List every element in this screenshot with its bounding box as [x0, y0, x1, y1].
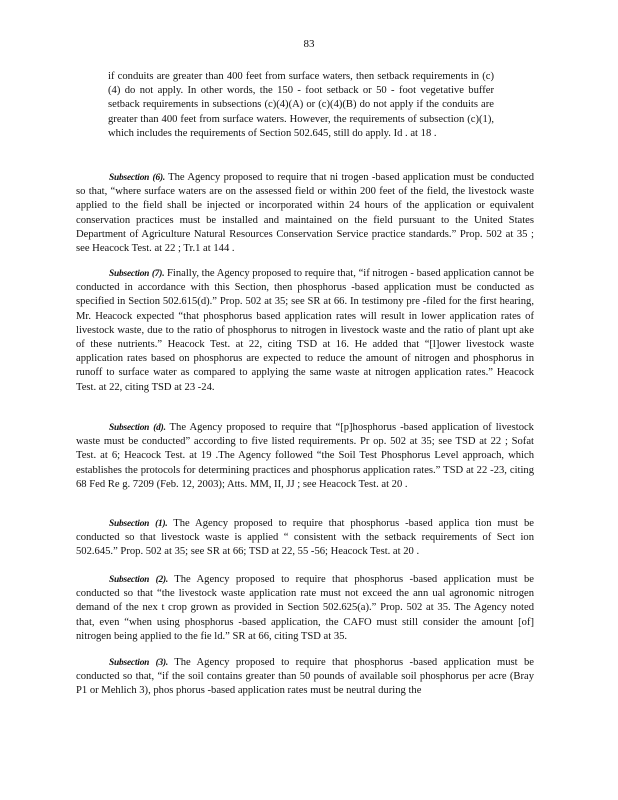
- paragraph-text: The Agency proposed to require that phosphorus -based applica tion must be conducted so that livestock waste is applied “ consistent with the setback requirements of Sect ion 502.645.” Prop. 502 at 35; see SR at 66; TSD at 22, 55 -56; Heacock Test. at 20 .: [76, 518, 534, 558]
- paragraph-subsection-1: [76, 517, 534, 560]
- subsection-number: (3).: [155, 658, 169, 668]
- paragraph-subsection-2: [76, 573, 534, 644]
- paragraph-text: The Agency proposed to require that ni trogen -based application must be conducted so that, “where surface waters are on the assessed field or within 200 feet of the field, the livestock waste applied to the field shall be injected or incorporated within 24 hours of the application or equivalent conservation practices must be installed and maintained on the field pursuant to the United States Department of Agriculture Natural Resources Conservation Service practice standards.” Prop. 502 at 35 ; see Heacock Test. at 22 ; Tr.1 at 144 .: [76, 172, 534, 255]
- paragraph-text: The Agency proposed to require that phosphorus -based application must be conducted so that, “if the soil contains greater than 50 pounds of available soil phosphorus per acre (Bray P1 or Mehlich 3), phos phorus -based application rates must be neutral during the: [76, 657, 534, 697]
- subsection-label: Subsection: [109, 519, 150, 529]
- paragraph-subsection-d: [76, 421, 534, 492]
- paragraph-subsection-3: [76, 656, 534, 699]
- intro-paragraph: if conduits are greater than 400 feet from surface waters, then setback requirements in (c)(4) do not apply. In other words, the 150 - foot setback or 50 - foot vegetative buffer setback requirements in subsections (c)(4)(A) or (c)(4)(B) do not apply if the conduits are greater than 400 feet from surface waters. However, the requirements of subsection (c)(1), which includes the requirements of Section 502.645, still do apply. Id . at 18 .: [108, 71, 494, 139]
- subsection-label: Subsection: [109, 575, 150, 585]
- subsection-label: Subsection: [109, 269, 150, 279]
- paragraph-subsection-7: [76, 267, 534, 395]
- subsection-label: Subsection: [109, 173, 150, 183]
- subsection-label: Subsection: [109, 423, 150, 433]
- page-number: 83: [303, 38, 315, 50]
- paragraph-text: The Agency proposed to require that phosphorus -based application must be conducted so that “the livestock waste application rate must not exceed the ann ual agronomic nitrogen demand of the nex t crop grown as provided in Section 502.625(a).” Prop. 502 at 35. The Agency noted that, even “when using phosphorus -based application, the CAFO must still consider the amount [of] nitrogen being applied to the fie ld.” SR at 66, citing TSD at 35.: [76, 574, 534, 642]
- subsection-label: Subsection: [109, 658, 150, 668]
- subsection-number: (6).: [152, 173, 166, 183]
- paragraph-text: The Agency proposed to require that “[p]hosphorus -based application of livestock waste must be conducted” according to five listed requirements. Pr op. 502 at 35; see TSD at 22 ; Sofat Test. at 6; Heacock Test. at 19 .The Agency followed “the Soil Test Phosphorus Level approach, which establishes the protocols for determining practices and phosphorus application rates.” TSD at 22 -23, citing 68 Fed Re g. 7209 (Feb. 12, 2003); Atts. MM, II, JJ ; see Heacock Test. at 20 .: [76, 422, 534, 490]
- paragraph-text: Finally, the Agency proposed to require that, “if nitrogen - based application cannot be conducted in accordance with this Section, then phosphorus -based application must be conducted as specified in Section 502.615(d).” Prop. 502 at 35; see SR at 66. In testimony pre -filed for the first hearing, Mr. Heacock expected “that phosphorus based application rates will result in lower application rates of livestock waste, due to the ratio of phosphorus to nitrogen in livestock waste and the ratio of plant upt ake of these nutrients.” Heacock Test. at 22, citing TSD at 16. He added that “[l]ower livestock waste application rates based on phosphorus are expected to reduce the amount of nitrogen and phosphorus in runoff to surface water as compared to applying the same waste at nitrogen application rates.” Heacock Test. at 22, citing TSD at 23 -24.: [76, 268, 534, 393]
- subsection-number: (7).: [151, 269, 165, 279]
- subsection-number: (2).: [155, 575, 169, 585]
- subsection-number: (d).: [153, 423, 166, 433]
- paragraph-subsection-6: [76, 171, 534, 256]
- subsection-number: (1).: [155, 519, 168, 529]
